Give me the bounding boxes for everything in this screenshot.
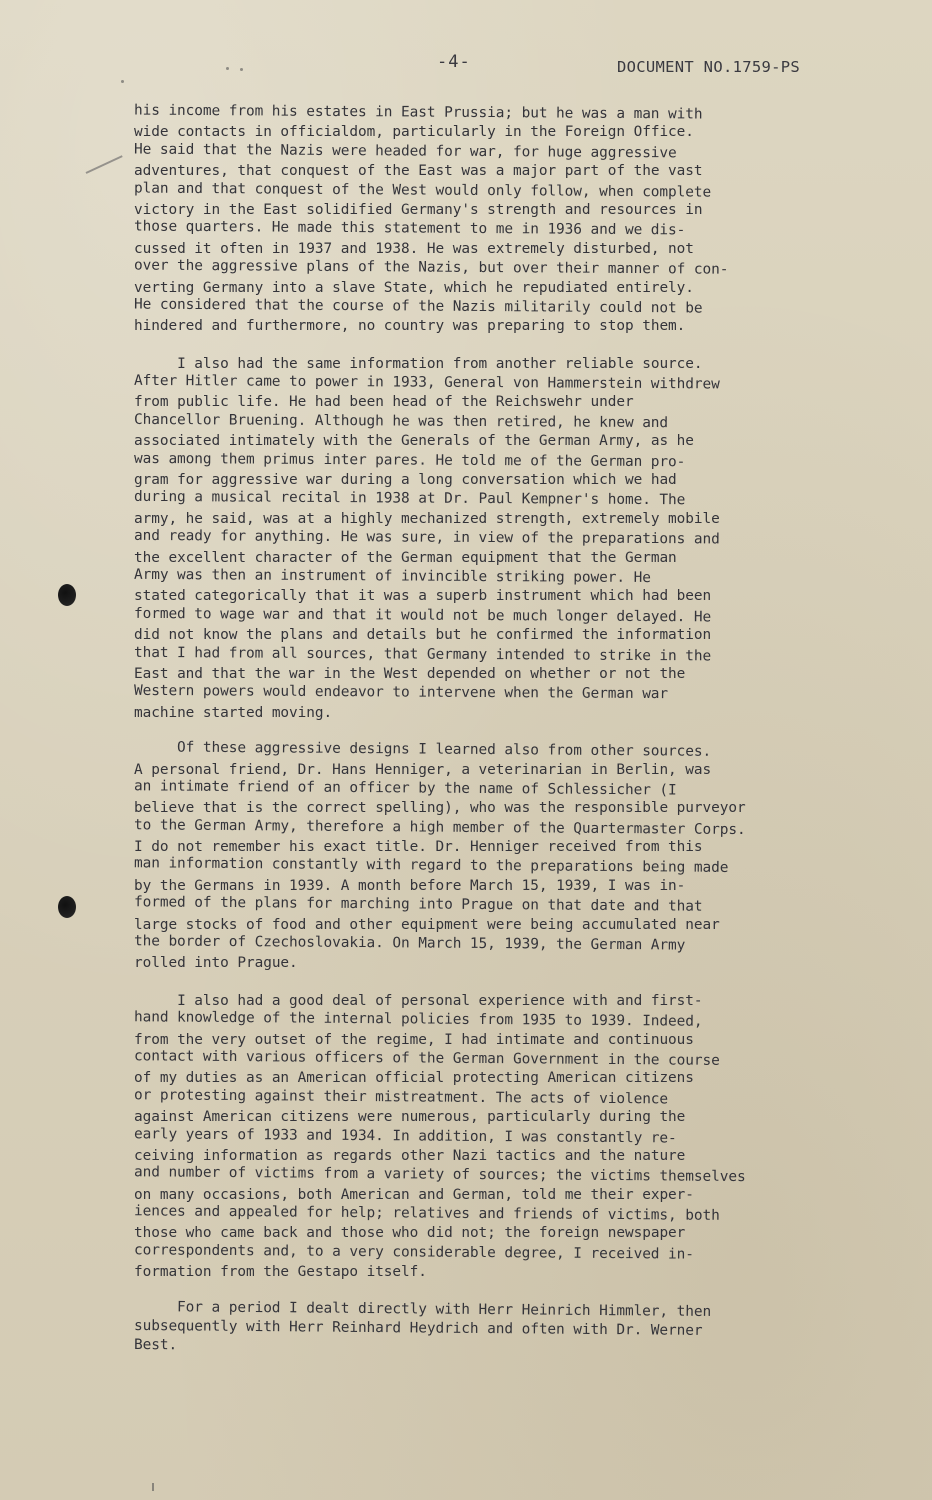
text-line: victory in the East solidified Germany's strength and resources in [134, 201, 703, 218]
document-number: DOCUMENT NO.1759-PS [617, 58, 801, 76]
text-line: contact with various officers of the German Government in the course [133, 1048, 720, 1069]
text-line: and number of victims from a variety of sources; the victims themselves [133, 1164, 746, 1186]
paragraph [134, 355, 834, 723]
text-line: during a musical recital in 1938 at Dr. Paul Kempner's home. The [133, 489, 686, 509]
text-line: gram for aggressive war during a long conversation which we had [134, 472, 677, 489]
text-line: I also had the same information from another reliable source. [134, 355, 703, 372]
text-line: army, he said, was at a highly mechanized strength, extremely mobile [134, 510, 720, 527]
text-line: A personal friend, Dr. Hans Henniger, a veterinarian in Berlin, was [134, 761, 712, 778]
punch-hole [58, 896, 76, 918]
text-line: on many occasions, both American and German, told me their exper- [134, 1186, 694, 1203]
text-line: hindered and furthermore, no country was preparing to stop them. [134, 318, 686, 335]
text-line: against American citizens were numerous, particularly during the [134, 1109, 686, 1126]
text-line: over the aggressive plans of the Nazis, but over their manner of con- [133, 257, 729, 278]
text-line: correspondents and, to a very considerable degree, I received in- [133, 1242, 694, 1263]
text-line: I do not remember his exact title. Dr. Henniger received from this [134, 839, 703, 856]
paragraph [134, 992, 834, 1283]
text-line: adventures, that conquest of the East was a major part of the vast [134, 163, 703, 180]
text-line: iences and appealed for help; relatives and friends of victims, both [133, 1203, 720, 1224]
text-line: Western powers would endeavor to intervene when the German war [133, 683, 669, 703]
text-line: He said that the Nazis were headed for war, for huge aggressive [133, 141, 677, 162]
text-line: man information constantly with regard to the preparations being made [133, 855, 729, 877]
text-line: wide contacts in officialdom, particularly in the Foreign Office. [134, 124, 694, 141]
text-line: that I had from all sources, that Germany intended to strike in the [133, 644, 712, 664]
ink-speck [121, 80, 124, 83]
paragraph [134, 741, 834, 974]
text-line: subsequently with Herr Reinhard Heydrich and often with Dr. Werner [133, 1317, 703, 1339]
text-line: formation from the Gestapo itself. [134, 1264, 427, 1281]
text-line: East and that the war in the West depended on whether or not the [134, 665, 686, 682]
text-line: of my duties as an American official protecting American citizens [134, 1070, 694, 1087]
text-line: did not know the plans and details but he confirmed the information [134, 627, 712, 644]
ink-speck [226, 67, 229, 70]
ink-speck [152, 1483, 154, 1491]
text-line: formed to wage war and that it would not be much longer delayed. He [133, 605, 712, 626]
margin-pencil-mark [86, 155, 123, 174]
text-line: rolled into Prague. [134, 955, 298, 972]
text-line: stated categorically that it was a superb instrument which had been [134, 588, 712, 605]
text-line: verting Germany into a slave State, which he repudiated entirely. [134, 279, 694, 296]
text-line: Best. [133, 1337, 178, 1354]
text-line: He considered that the course of the Nazis militarily could not be [133, 296, 703, 317]
text-line: cussed it often in 1937 and 1938. He was extremely disturbed, not [134, 240, 694, 257]
paragraph [134, 104, 834, 337]
text-line: believe that is the correct spelling), who was the responsible purveyor [134, 800, 746, 817]
text-line: formed of the plans for marching into Prague on that date and that [133, 894, 703, 915]
text-line: associated intimately with the Generals of the German Army, as he [134, 433, 694, 450]
document-body [134, 104, 834, 1377]
text-line: Chancellor Bruening. Although he was then retired, he knew and [133, 411, 669, 431]
text-line: the border of Czechoslovakia. On March 15, 1939, the German Army [133, 933, 686, 954]
text-line: For a period I dealt directly with Herr Heinrich Himmler, then [133, 1298, 712, 1320]
text-line: to the German Army, therefore a high member of the Quartermaster Corps. [133, 816, 746, 838]
text-line: those who came back and those who did not; the foreign newspaper [134, 1225, 686, 1242]
text-line: an intimate friend of an officer by the name of Schlessicher (I [133, 778, 677, 799]
text-line: large stocks of food and other equipment were being accumulated near [134, 916, 720, 933]
page-number: -4- [437, 52, 471, 72]
paragraph [133, 1298, 834, 1359]
text-line: hand knowledge of the internal policies from 1935 to 1939. Indeed, [133, 1009, 703, 1030]
text-line: I also had a good deal of personal experience with and first- [134, 992, 703, 1009]
text-line: machine started moving. [134, 704, 333, 721]
text-line: or protesting against their mistreatment. The acts of violence [133, 1087, 669, 1108]
text-line: early years of 1933 and 1934. In addition, I was constantly re- [133, 1125, 677, 1147]
ink-speck [240, 68, 243, 71]
text-line: Of these aggressive designs I learned also from other sources. [133, 739, 712, 760]
text-line: his income from his estates in East Prussia; but he was a man with [133, 102, 703, 123]
punch-hole [58, 584, 76, 606]
text-line: was among them primus inter pares. He told me of the German pro- [133, 450, 686, 470]
text-line: and ready for anything. He was sure, in view of the preparations and [133, 528, 720, 548]
text-line: After Hitler came to power in 1933, General von Hammerstein withdrew [133, 372, 720, 393]
text-line: the excellent character of the German equipment that the German [134, 549, 677, 566]
text-line: from public life. He had been head of the Reichswehr under [134, 394, 634, 411]
text-line: those quarters. He made this statement to me in 1936 and we dis- [133, 218, 686, 239]
text-line: plan and that conquest of the West would only follow, when complete [133, 180, 712, 201]
text-line: Army was then an instrument of invincible striking power. He [133, 566, 651, 587]
text-line: ceiving information as regards other Nazi tactics and the nature [134, 1147, 686, 1164]
text-line: by the Germans in 1939. A month before March 15, 1939, I was in- [134, 877, 686, 894]
text-line: from the very outset of the regime, I had intimate and continuous [134, 1031, 694, 1048]
